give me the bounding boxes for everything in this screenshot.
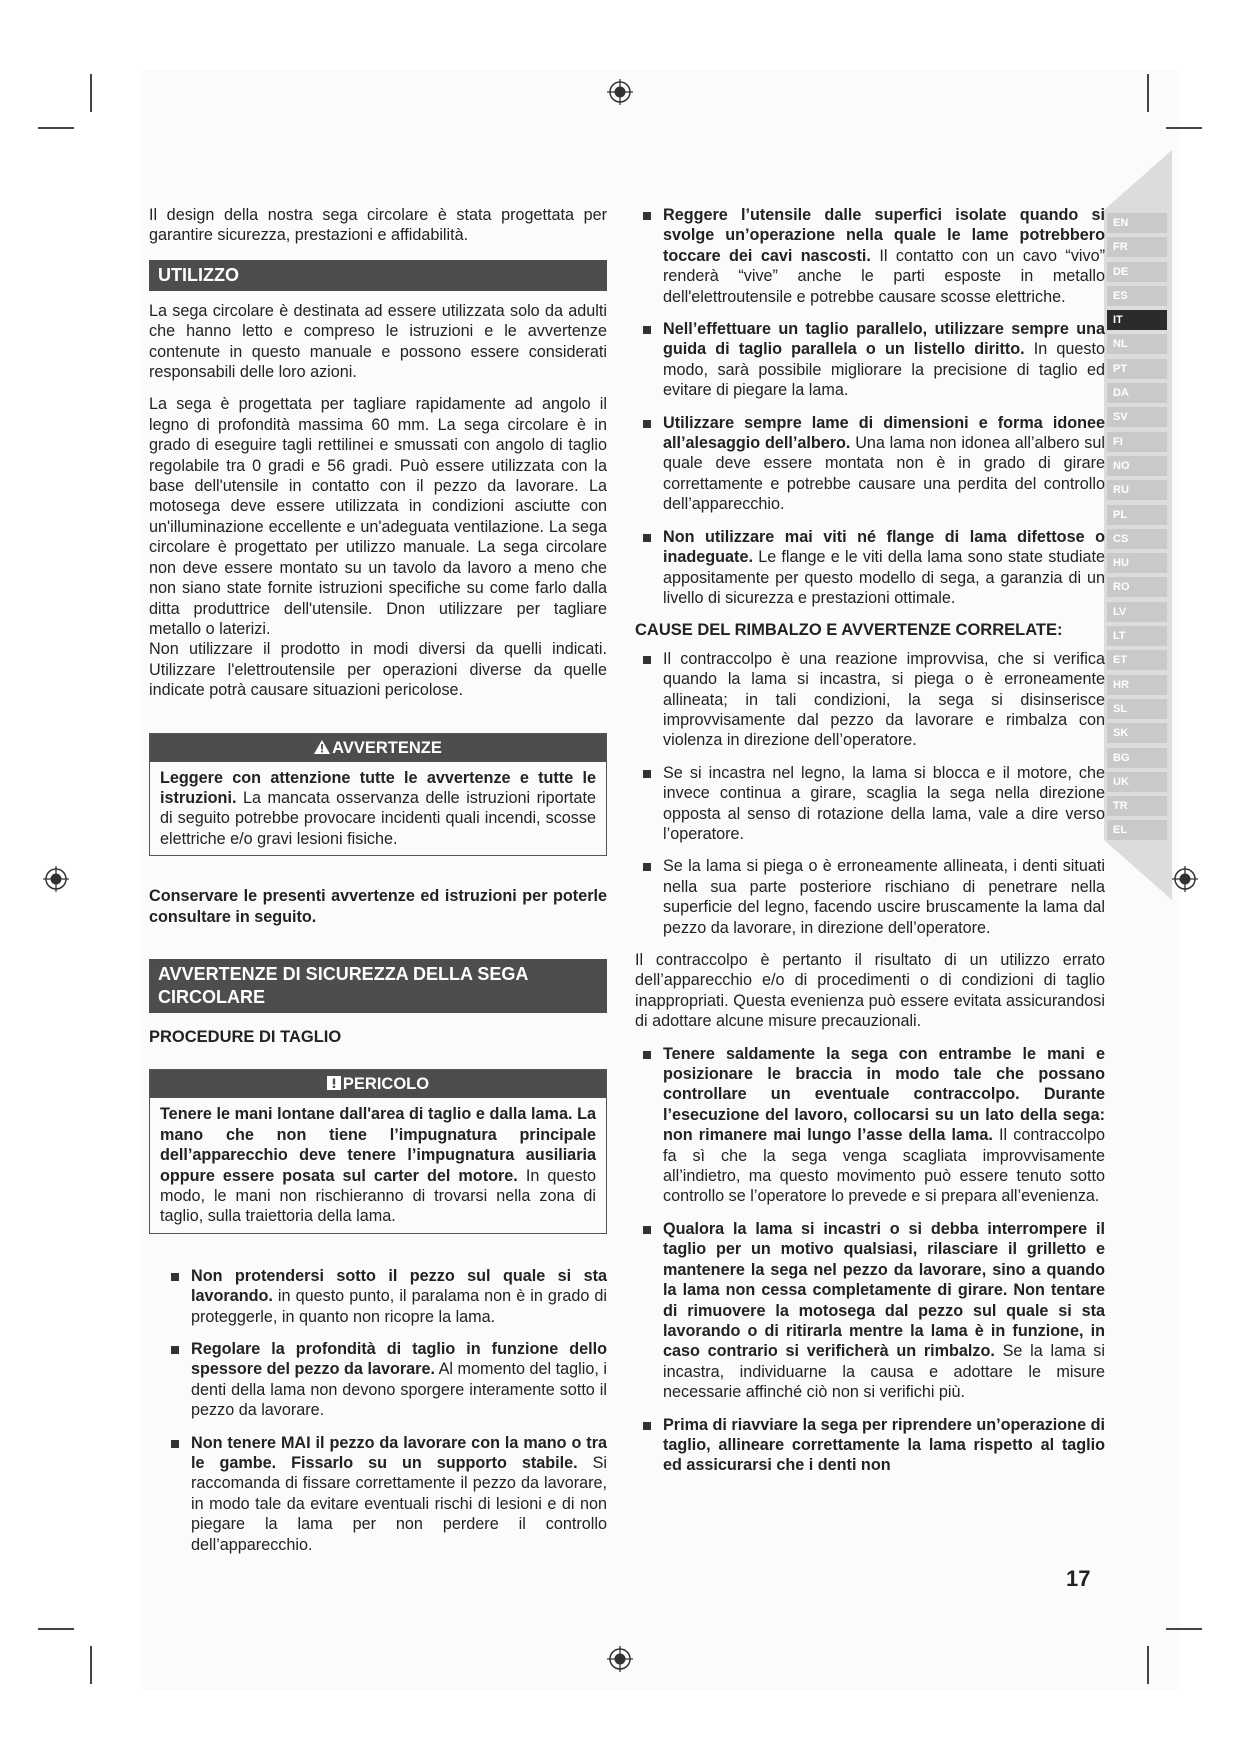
language-tab-fr[interactable]: FR <box>1107 237 1167 257</box>
bullet-bold: Non utilizzare mai viti né flange di lama difettose o inadeguate. <box>663 527 1105 567</box>
language-tab-pt[interactable]: PT <box>1107 359 1167 379</box>
bullet-text: in questo punto, il paralama non è in grado di proteggerle, in quanto non ricopre la lama. <box>191 1287 607 1326</box>
danger-box <box>149 1069 607 1233</box>
language-tab-tr[interactable]: TR <box>1107 796 1167 816</box>
paragraph: La sega circolare è destinata ad essere utilizzata solo da adulti che hanno letto e compreso le istruzioni e le avvertenze contenute in questo manuale e possono essere considerati responsabili delle loro azioni. <box>149 301 607 382</box>
bullet-text: Al momento del taglio, i denti della lama non devono sporgere interamente sotto il pezzo da lavorare. <box>191 1360 607 1420</box>
crop-mark <box>90 1646 92 1684</box>
list-item <box>163 1339 607 1421</box>
page-number: 17 <box>1066 1566 1091 1591</box>
list-item <box>635 413 1105 515</box>
subheading-procedure: PROCEDURE DI TAGLIO <box>149 1027 342 1046</box>
crop-mark <box>1147 74 1149 112</box>
paragraph: Il contraccolpo è pertanto il risultato di un utilizzo errato dell’apparecchio e/o di procedimenti o di condizioni di taglio inappropriati. Questa evenienza può essere evitata assicurandosi di adottare alcune misure precauzionali. <box>635 951 1105 1031</box>
language-tab-bg[interactable]: BG <box>1107 748 1167 768</box>
danger-icon <box>327 1076 341 1090</box>
language-tab-lt[interactable]: LT <box>1107 626 1167 646</box>
language-tab-de[interactable]: DE <box>1107 262 1167 282</box>
intro-text: Il design della nostra sega circolare è stata progettata per garantire sicurezza, prestazioni e affidabilità. <box>149 206 607 245</box>
language-tab-el[interactable]: EL <box>1107 820 1167 840</box>
list-item <box>635 649 1105 751</box>
bullet-text: Il contatto con un cavo “vivo” renderà “vive” anche le parti esposte in metallo dell'elettroutensile e potrebbe causare scosse elettriche. <box>663 246 1105 306</box>
list-item <box>635 1219 1105 1403</box>
bullet-text: Il contraccolpo è una reazione improvvisa, che si verifica quando la lama si incastra, si piega o è erroneamente allineata; in tali condizioni, la sega si disinserisce improvvisamente dal pezzo da lavorare e rimbalza con violenza in direzione dell’operatore. <box>663 649 1105 750</box>
bullet-text: Se si incastra nel legno, la lama si blocca e il motore, che invece continua a girare, scaglia la sega nella direzione opposta al senso di rotazione della lama, vale a dire verso l’operatore. <box>663 763 1105 843</box>
bullet-text: Le flange e le viti della lama sono state studiate appositamente per questo modello di sega, a garanzia di un livello di sicurezza e prestazioni ottimale. <box>663 548 1105 607</box>
language-tab-nl[interactable]: NL <box>1107 334 1167 354</box>
language-tab-uk[interactable]: UK <box>1107 772 1167 792</box>
warning-bold-text: Leggere con attenzione tutte le avvertenze e tutte le istruzioni. <box>160 768 596 807</box>
bullet-bold: Reggere l’utensile dalle superfici isolate quando si svolge un’operazione nella quale le lame potrebbero toccare dei cavi nascosti. <box>663 206 1105 265</box>
left-column <box>149 205 607 1567</box>
bullet-text: Se la lama si incastra, individuarne la causa e adottare le misure necessarie affinché ciò non si verifichi più. <box>663 1342 1105 1402</box>
language-tab-pl[interactable]: PL <box>1107 505 1167 525</box>
language-tab-cs[interactable]: CS <box>1107 529 1167 549</box>
paragraph: La sega è progettata per tagliare rapidamente ad angolo il legno di profondità massima 60 mm. La sega circolare è in grado di eseguire tagli rettilinei e smussati con angolo di taglio regolabile tra 0 gradi e 56 gradi. Può essere utilizzata con la base dell'utensile in contatto con il pezzo da lavorare. La motosega deve essere utilizzata in condizioni asciutte con un'illuminazione eccellente e un'adeguata ventilazione. La sega circolare è progettato per utilizzo manuale. La sega circolare non deve essere montato su un tavolo da lavoro a meno che non siano state fornite istruzioni specifiche su come farlo dalla ditta produttrice dell'utensile. Dnon utilizzare per tagliare metallo o laterizi. <box>149 395 607 638</box>
bullet-text: Il contraccolpo fa sì che la sega venga scagliata improvvisamente all’indietro, ma questo movimento può essere tenuto sotto controllo se l’operatore lo prevede e si prepara all’evenienza. <box>663 1126 1106 1206</box>
danger-text: In questo modo, le mani non rischieranno di trovarsi nella zona di taglio, sulla traiettoria della lama. <box>160 1166 596 1226</box>
language-tab-hr[interactable]: HR <box>1107 675 1167 695</box>
language-tab-hu[interactable]: HU <box>1107 553 1167 573</box>
conservare-note: Conservare le presenti avvertenze ed istruzioni per poterle consultare in seguito. <box>149 887 607 926</box>
crop-mark <box>1147 1646 1149 1684</box>
bullet-bold: Nell’effettuare un taglio parallelo, utilizzare sempre una guida di taglio parallela o un listello diritto. <box>663 320 1105 359</box>
bullet-bold: Regolare la profondità di taglio in funzione dello spessore del pezzo da lavorare. <box>191 1340 607 1379</box>
bullet-bold: Non tenere MAI il pezzo da lavorare con la mano o tra le gambe. Fissarlo su un supporto stabile. <box>191 1433 607 1473</box>
list-item <box>635 763 1105 845</box>
right-column <box>635 205 1105 1488</box>
warning-triangle-icon <box>314 740 330 754</box>
language-tab-sv[interactable]: SV <box>1107 407 1167 427</box>
bullet-text: Se la lama si piega o è erroneamente allineata, i denti situati nella sua parte posteriore rischiano di penetrare nella superficie del legno, facendo uscire bruscamente la lama dal pezzo da lavorare, in direzione dell’operatore. <box>663 857 1105 937</box>
language-tab-da[interactable]: DA <box>1107 383 1167 403</box>
bullet-text: Una lama non idonea all’albero sul quale deve essere montata non è in grado di girare correttamente e potrebbe causare una perdita del controllo dell’apparecchio. <box>663 434 1105 514</box>
section-heading-utilizzo: UTILIZZO <box>149 260 607 291</box>
registration-mark-icon <box>607 79 633 105</box>
list-item <box>635 205 1105 307</box>
left-bullet-list <box>163 1266 607 1555</box>
language-tab-fi[interactable]: FI <box>1107 432 1167 452</box>
language-tab-en[interactable]: EN <box>1107 213 1167 233</box>
crop-mark <box>1166 1628 1202 1630</box>
warning-box-header <box>150 734 606 762</box>
registration-mark-icon <box>607 1646 633 1672</box>
warning-box <box>149 733 607 857</box>
list-item <box>163 1266 607 1327</box>
list-item <box>635 527 1105 609</box>
language-tab-no[interactable]: NO <box>1107 456 1167 476</box>
paragraph: Non utilizzare il prodotto in modi diversi da quelli indicati. Utilizzare l'elettroutensile per operazioni diverse da quelle indicate potrà causare situazioni pericolose. <box>149 640 607 700</box>
list-item <box>635 319 1105 401</box>
danger-bold-text: Tenere le mani lontane dall'area di taglio e dalla lama. La mano che non tiene l’impugnatura principale dell’apparecchio deve tenere l’impugnatura ausiliaria oppure essere posata sul carter del motore. <box>160 1105 596 1185</box>
language-tab-ro[interactable]: RO <box>1107 577 1167 597</box>
registration-mark-icon <box>1172 866 1198 892</box>
bullet-bold: Tenere saldamente la sega con entrambe le mani e posizionare le braccia in modo tale che possano controllare un eventuale contraccolpo. Durante l’esecuzione del lavoro, collocarsi su un lato della sega: non rimanere mai lungo l’asse della lama. <box>663 1044 1105 1145</box>
language-tab-it[interactable]: IT <box>1107 310 1167 330</box>
danger-box-header <box>150 1070 606 1098</box>
bullet-bold: Qualora la lama si incastri o si debba interrompere il taglio per un motivo qualsiasi, rilasciare il grilletto e mantenere la sega nel pezzo da lavorare, sino a quando la lama non cessa completamente di girare. Non tentare di rimuovere la motosega dal pezzo sul quale si sta lavorando o di ritirarla mentre la lama è in funzione, in caso contrario si verificherà un rimbalzo. <box>663 1219 1105 1361</box>
bullet-bold: Utilizzare sempre lame di dimensioni e forma idonee all’alesaggio dell’albero. <box>663 413 1105 453</box>
language-tab-et[interactable]: ET <box>1107 650 1167 670</box>
list-item <box>635 1415 1105 1476</box>
language-tab-sk[interactable]: SK <box>1107 723 1167 743</box>
bullet-bold: Non protendersi sotto il pezzo sul quale si sta lavorando. <box>191 1266 607 1306</box>
language-tab-es[interactable]: ES <box>1107 286 1167 306</box>
danger-box-title: PERICOLO <box>342 1075 430 1094</box>
warning-box-title: AVVERTENZE <box>332 738 442 757</box>
bullet-text: In questo modo, sarà possibile migliorare la precisione di taglio ed evitare di piegare la lama. <box>663 340 1105 400</box>
bullet-bold: Prima di riavviare la sega per riprendere un’operazione di taglio, allineare correttamente la lama rispetto al taglio ed assicurarsi che i denti non <box>663 1415 1105 1475</box>
section-heading-safety: AVVERTENZE DI SICUREZZA DELLA SEGA CIRCOLARE <box>149 959 607 1013</box>
crop-mark <box>38 1628 74 1630</box>
language-tabs <box>1107 213 1167 845</box>
crop-mark <box>90 74 92 112</box>
cause-heading: CAUSE DEL RIMBALZO E AVVERTENZE CORRELATE: <box>635 621 1063 640</box>
language-tab-sl[interactable]: SL <box>1107 699 1167 719</box>
list-item <box>635 856 1105 938</box>
language-tab-lv[interactable]: LV <box>1107 602 1167 622</box>
crop-mark <box>38 127 74 129</box>
warning-text: La mancata osservanza delle istruzioni riportate di seguito potrebbe provocare incidenti quali incendi, scosse elettriche e/o gravi lesioni fisiche. <box>160 788 596 848</box>
registration-mark-icon <box>43 866 69 892</box>
crop-mark <box>1166 127 1202 129</box>
list-item <box>163 1433 607 1555</box>
list-item <box>635 1044 1105 1207</box>
language-tab-ru[interactable]: RU <box>1107 480 1167 500</box>
bullet-text: Si raccomanda di fissare correttamente il pezzo da lavorare, in modo tale da evitare eventuali rischi di lesioni e di non piegare la lama per non perdere il controllo dell’apparecchio. <box>191 1454 607 1554</box>
